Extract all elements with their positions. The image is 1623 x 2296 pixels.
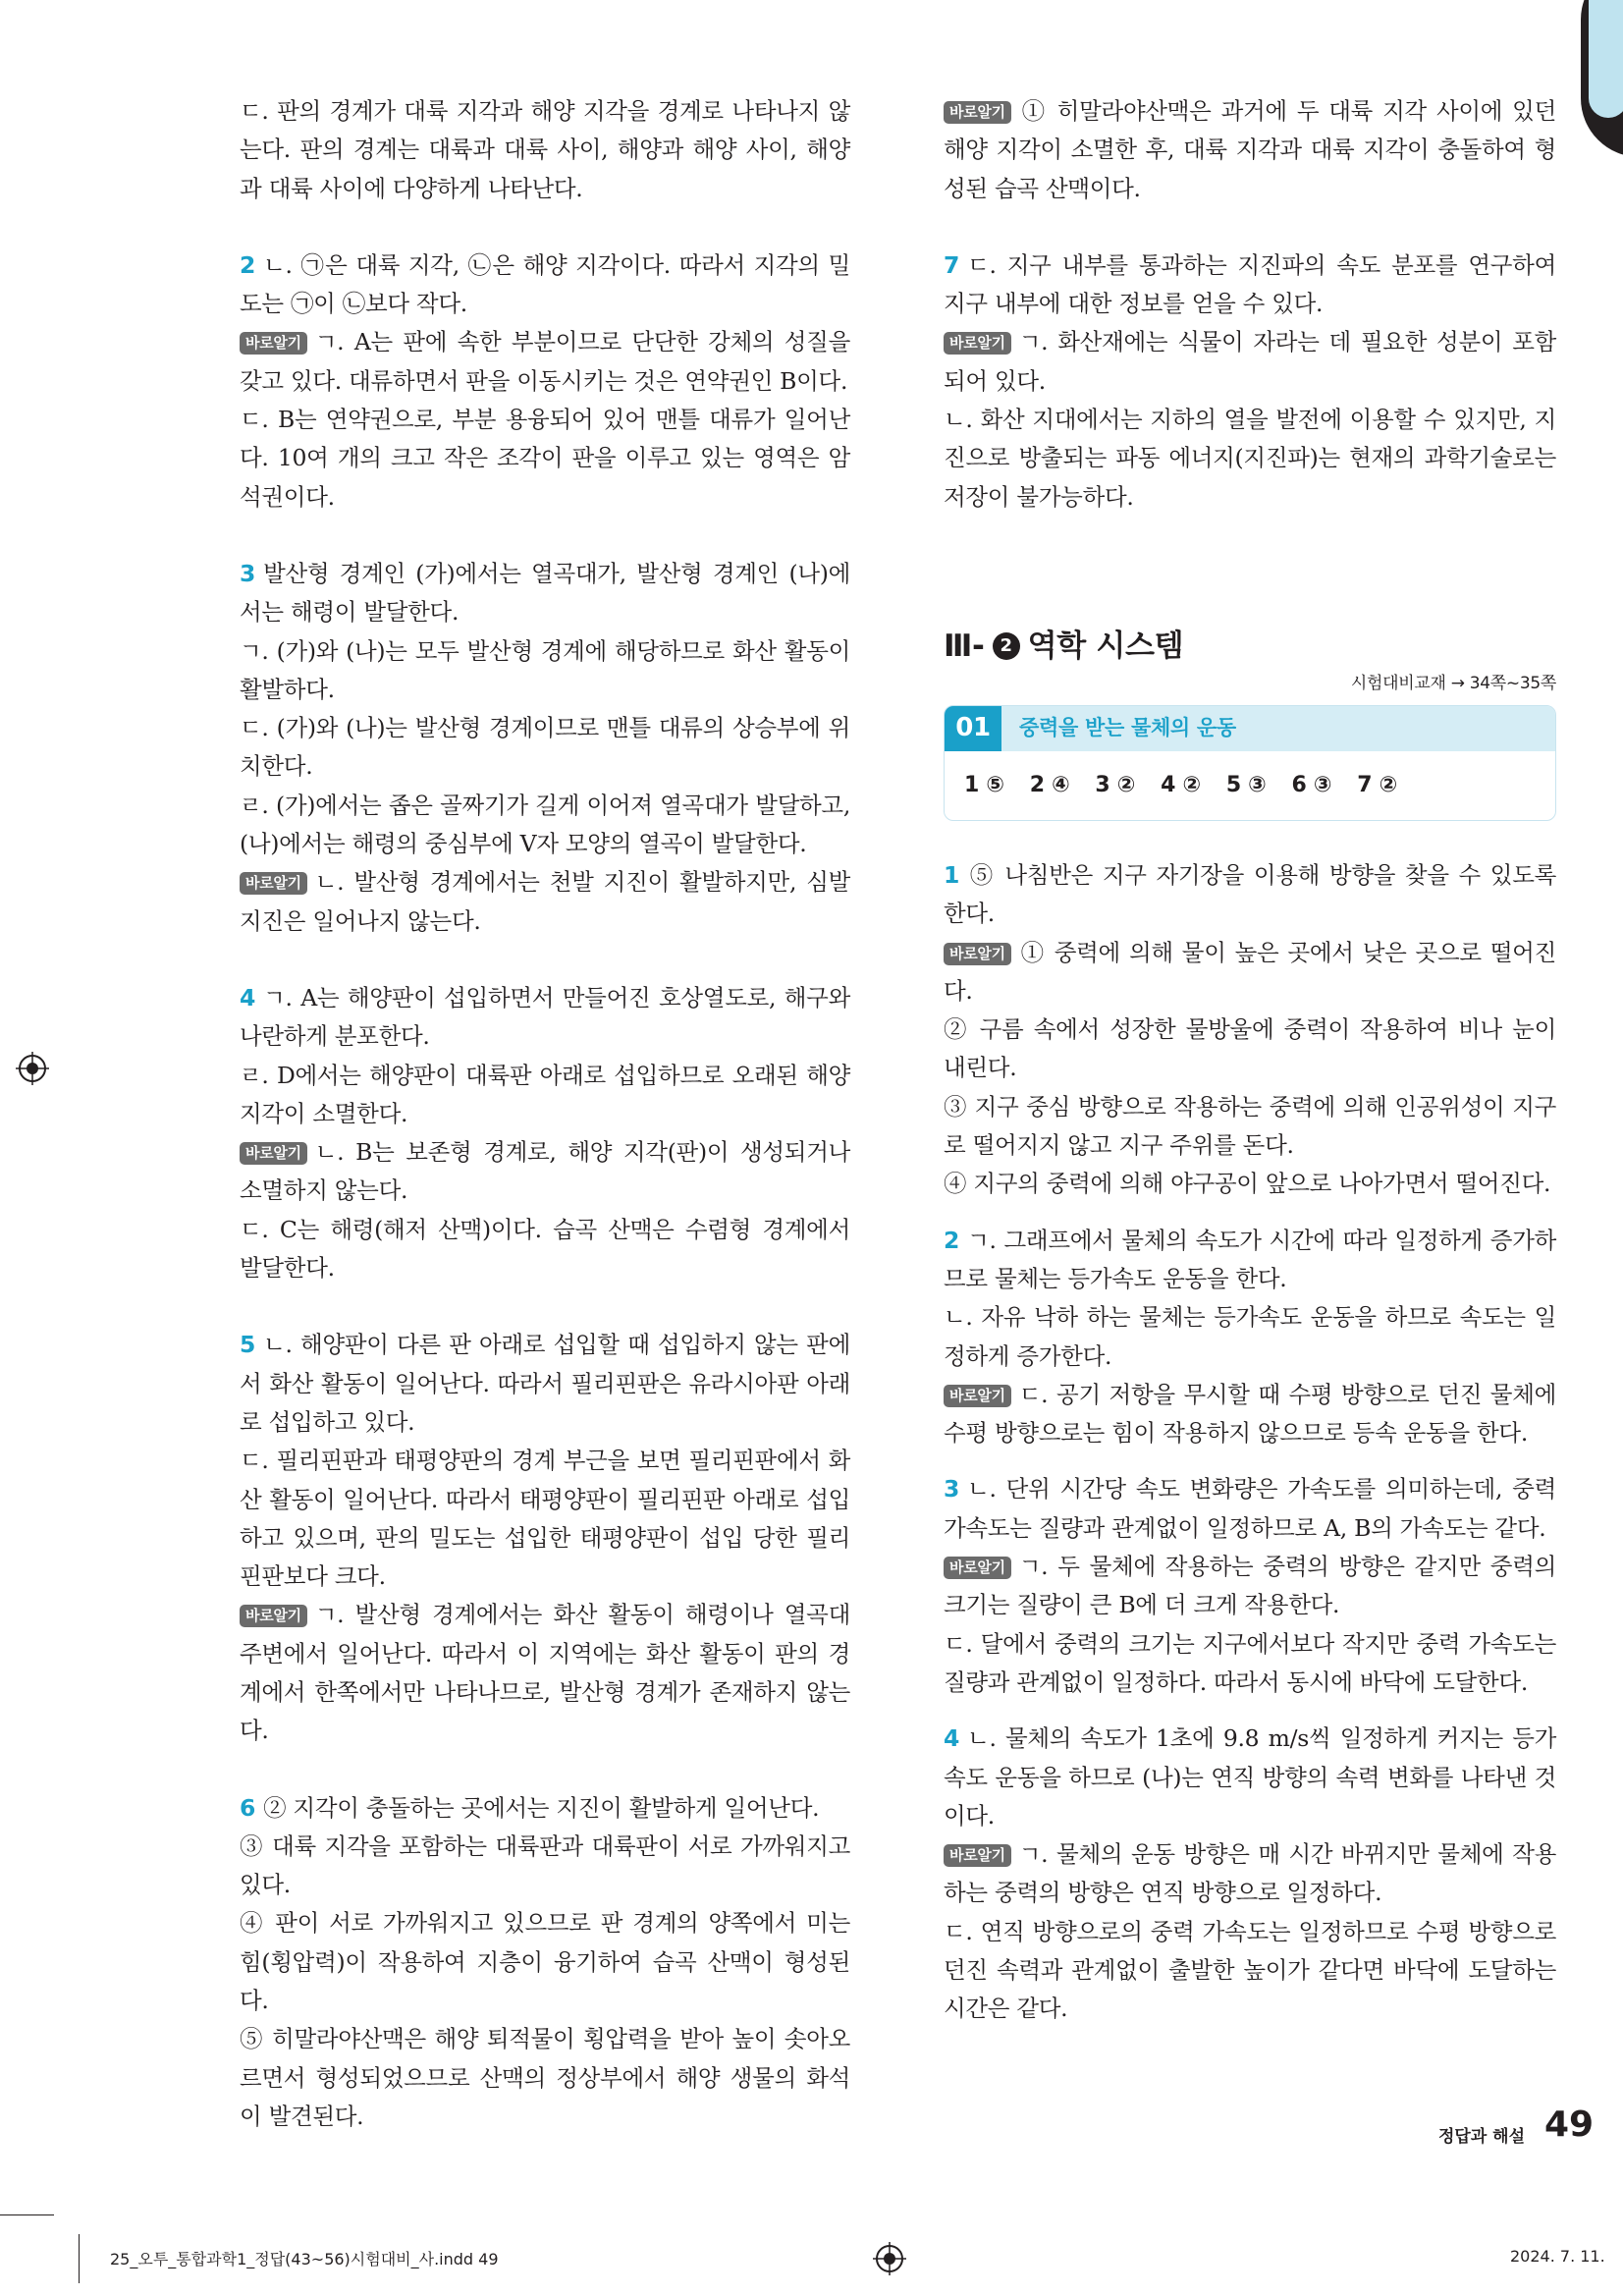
paragraph-text: ㄷ. B는 연약권으로, 부분 용융되어 있어 맨틀 대류가 일어난다. 10여 개의 크고 작은 조각이 판을 이루고 있는 영역은 암석권이다. xyxy=(240,406,850,511)
barokalgi-tag: 바로알기 xyxy=(944,1557,1011,1579)
explanation-paragraph xyxy=(240,1057,850,1134)
question-number: 2 xyxy=(240,250,256,279)
paragraph-text: ② 구름 속에서 성장한 물방울에 중력이 작용하여 비나 눈이 내린다. xyxy=(944,1015,1556,1082)
question-number: 3 xyxy=(240,559,256,587)
explanation-paragraph xyxy=(944,401,1556,517)
section-circle-number: 2 xyxy=(993,632,1020,660)
paragraph-text: ㄴ. 자유 낙하 하는 물체는 등가속도 운동을 하므로 속도는 일정하게 증가한다. xyxy=(944,1303,1556,1370)
correction-note xyxy=(944,1376,1556,1453)
paragraph-text: ㄷ. (가)와 (나)는 발산형 경계이므로 맨틀 대류의 상승부에 위치한다. xyxy=(240,714,850,781)
explanation-paragraph xyxy=(944,1913,1556,2029)
section-header xyxy=(944,625,1556,821)
paragraph-text: ㄴ. 단위 시간당 속도 변화량은 가속도를 의미하는데, 중력 가속도는 질량과 관계없이 일정하므로 A, B의 가속도는 같다. xyxy=(944,1475,1556,1542)
answer-list xyxy=(945,751,1555,820)
question-explanation xyxy=(944,1470,1556,1548)
paragraph-gap xyxy=(240,941,850,979)
correction-note xyxy=(240,863,850,941)
paragraph-gap xyxy=(944,208,1556,246)
paragraph-text: ㄷ. 연직 방향으로의 중력 가속도는 일정하므로 수평 방향으로 던진 속력과 관계없이 출발한 높이가 같다면 바닥에 도달하는 시간은 같다. xyxy=(944,1917,1556,2023)
correction-note xyxy=(240,1133,850,1211)
explanation-paragraph xyxy=(944,1011,1556,1088)
barokalgi-tag: 바로알기 xyxy=(944,1385,1011,1407)
paragraph-text: ㄴ. 해양판이 다른 판 아래로 섭입할 때 섭입하지 않는 판에서 화산 활동이 일어난다. 따라서 필리핀판은 유라시아판 아래로 섭입하고 있다. xyxy=(240,1331,850,1436)
barokalgi-tag: 바로알기 xyxy=(944,332,1011,355)
corner-chapter-tab xyxy=(1581,0,1623,157)
explanation-paragraph xyxy=(240,92,850,208)
explanation-paragraph xyxy=(240,1904,850,2020)
workbook-reference: 시험대비교재 → 34쪽~35쪽 xyxy=(1350,673,1556,693)
paragraph-text: ㄱ. 그래프에서 물체의 속도가 시간에 따라 일정하게 증가하므로 물체는 등가속도 운동을 한다. xyxy=(944,1226,1556,1292)
question-number: 5 xyxy=(240,1331,256,1359)
correction-note xyxy=(240,323,850,401)
answer-item: 3 ② xyxy=(1095,773,1136,798)
section-roman: Ⅲ- xyxy=(944,628,985,664)
explanation-paragraph xyxy=(240,709,850,787)
paragraph-text: ④ 판이 서로 가까워지고 있으므로 판 경계의 양쪽에서 미는 힘(횡압력)이 작용하여 지층이 융기하여 습곡 산맥이 형성된다. xyxy=(240,1909,850,2015)
paragraph-text: ① 중력에 의해 물이 높은 곳에서 낮은 곳으로 떨어진다. xyxy=(944,938,1556,1005)
explanation-paragraph xyxy=(240,401,850,517)
page-number: 49 xyxy=(1544,2105,1595,2145)
barokalgi-tag: 바로알기 xyxy=(944,943,1011,965)
paragraph-text: ㄱ. 발산형 경계에서는 화산 활동이 해령이나 열곡대 주변에서 일어난다. 따라서 이 지역에는 화산 활동이 판의 경계에서 한쪽에서만 나타나므로, 발산형 경계가 존재하지 않는다. xyxy=(240,1601,850,1745)
correction-note xyxy=(944,1835,1556,1913)
section-title-text: 역학 시스템 xyxy=(1027,628,1184,664)
paragraph-gap xyxy=(240,1751,850,1789)
answer-box-title: 중력을 받는 물체의 운동 xyxy=(1019,716,1236,740)
barokalgi-tag: 바로알기 xyxy=(944,101,1011,124)
right-column-top xyxy=(944,92,1556,517)
barokalgi-tag: 바로알기 xyxy=(240,1605,307,1627)
paragraph-text: ⑤ 나침반은 지구 자기장을 이용해 방향을 찾을 수 있도록 한다. xyxy=(944,860,1556,928)
barokalgi-tag: 바로알기 xyxy=(240,1142,307,1165)
paragraph-text: ㄴ. 물체의 속도가 1초에 9.8 m/s씩 일정하게 커지는 등가속도 운동을 하므로 (나)는 연직 방향의 속력 변화를 나타낸 것이다. xyxy=(944,1724,1556,1830)
paragraph-text: ③ 대륙 지각을 포함하는 대륙판과 대륙판이 서로 가까워지고 있다. xyxy=(240,1831,850,1899)
paragraph-text: ② 지각이 충돌하는 곳에서는 지진이 활발하게 일어난다. xyxy=(263,1793,820,1822)
question-number: 1 xyxy=(944,860,960,889)
answer-item: 7 ② xyxy=(1357,773,1397,798)
registration-mark-icon xyxy=(873,2242,906,2275)
barokalgi-tag: 바로알기 xyxy=(240,872,307,895)
paragraph-text: ㄷ. 판의 경계가 대륙 지각과 해양 지각을 경계로 나타나지 않는다. 판의 경계는 대륙과 대륙 사이, 해양과 해양 사이, 해양과 대륙 사이에 다양하게 나타난다. xyxy=(240,97,850,202)
barokalgi-tag: 바로알기 xyxy=(240,332,307,355)
correction-note xyxy=(944,323,1556,401)
question-number: 2 xyxy=(944,1226,960,1254)
explanation-paragraph xyxy=(944,1165,1556,1203)
paragraph-text: ④ 지구의 중력에 의해 야구공이 앞으로 나아가면서 떨어진다. xyxy=(944,1170,1551,1198)
paragraph-text: ㄱ. A는 해양판이 섭입하면서 만들어진 호상열도로, 해구와 나란하게 분포한다. xyxy=(240,983,850,1051)
question-explanation xyxy=(944,1720,1556,1835)
explanation-paragraph xyxy=(240,787,850,864)
right-column xyxy=(944,92,1556,2029)
registration-mark-icon xyxy=(16,1052,49,1085)
question-explanation xyxy=(944,856,1556,934)
question-number: 4 xyxy=(240,983,256,1011)
paragraph-text: ③ 지구 중심 방향으로 작용하는 중력에 의해 인공위성이 지구로 떨어지지 않고 지구 주위를 돈다. xyxy=(944,1092,1556,1160)
paragraph-text: 발산형 경계인 (가)에서는 열곡대가, 발산형 경계인 (나)에서는 해령이 발달한다. xyxy=(240,559,850,627)
paragraph-text: ⑤ 히말라야산맥은 해양 퇴적물이 횡압력을 받아 높이 솟아오르면서 형성되었으므로 산맥의 정상부에서 해양 생물의 화석이 발견된다. xyxy=(240,2025,850,2130)
question-explanation xyxy=(240,1326,850,1442)
paragraph-text: ㄱ. (가)와 (나)는 모두 발산형 경계에 해당하므로 화산 활동이 활발하다. xyxy=(240,636,850,703)
correction-note xyxy=(944,1548,1556,1625)
explanation-paragraph xyxy=(240,1442,850,1596)
question-explanation xyxy=(944,246,1556,324)
answer-item: 1 ⑤ xyxy=(964,773,1004,798)
left-column xyxy=(240,92,850,2136)
paragraph-text: ㄱ. 화산재에는 식물이 자라는 데 필요한 성분이 포함되어 있다. xyxy=(944,328,1556,395)
paragraph-gap xyxy=(240,517,850,555)
paragraph-text: ㄹ. (가)에서는 좁은 골짜기가 길게 이어져 열곡대가 발달하고, (나)에서는 해령의 중심부에 V자 모양의 열곡이 발달한다. xyxy=(240,791,850,858)
question-explanation xyxy=(944,1222,1556,1299)
answer-item: 2 ④ xyxy=(1029,773,1070,798)
footer-label: 정답과 해설 xyxy=(1437,2127,1525,2147)
paragraph-text: ㄹ. D에서는 해양판이 대륙판 아래로 섭입하므로 오래된 해양 지각이 소멸한다. xyxy=(240,1061,850,1127)
answer-item: 6 ③ xyxy=(1291,773,1332,798)
paragraph-gap xyxy=(944,1702,1556,1720)
answer-box xyxy=(944,705,1556,821)
question-explanation xyxy=(240,246,850,324)
paragraph-text: ㄷ. 필리핀판과 태평양판의 경계 부근을 보면 필리핀판에서 화산 활동이 일어난다. 따라서 태평양판이 필리핀판 아래로 섭입하고 있으며, 판의 밀도는 섭입한 태평양판이 섭입 당한 필리핀판보다 크다. xyxy=(240,1447,850,1591)
paragraph-gap xyxy=(944,1204,1556,1222)
paragraph-text: ㄱ. 두 물체에 작용하는 중력의 방향은 같지만 중력의 크기는 질량이 큰 B에 더 크게 작용한다. xyxy=(944,1553,1556,1619)
right-column-bottom xyxy=(944,856,1556,2029)
question-explanation xyxy=(240,555,850,632)
correction-note xyxy=(240,1596,850,1750)
crop-mark-vertical xyxy=(79,2234,80,2283)
paragraph-text: ㄷ. 지구 내부를 통과하는 지진파의 속도 분포를 연구하여 지구 내부에 대한 정보를 얻을 수 있다. xyxy=(944,250,1556,318)
answer-item: 5 ③ xyxy=(1225,773,1267,798)
explanation-paragraph xyxy=(944,1088,1556,1166)
paragraph-gap xyxy=(240,1287,850,1326)
crop-mark-horizontal xyxy=(0,2214,54,2215)
question-number: 6 xyxy=(240,1793,256,1822)
paragraph-text: ㄷ. 공기 저항을 무시할 때 수평 방향으로 던진 물체에 수평 방향으로는 힘이 작용하지 않으므로 등속 운동을 한다. xyxy=(944,1380,1556,1448)
question-explanation xyxy=(240,979,850,1057)
explanation-paragraph xyxy=(944,1298,1556,1376)
paragraph-text: ㄱ. A는 판에 속한 부분이므로 단단한 강체의 성질을 갖고 있다. 대류하면서 판을 이동시키는 것은 연약권인 B이다. xyxy=(240,328,850,395)
question-number: 7 xyxy=(944,250,960,279)
question-explanation xyxy=(240,1789,850,1828)
explanation-paragraph xyxy=(240,632,850,710)
explanation-paragraph xyxy=(240,1211,850,1288)
paragraph-text: ㄷ. C는 해령(해저 산맥)이다. 습곡 산맥은 수렴형 경계에서 발달한다. xyxy=(240,1215,850,1283)
paragraph-text: ㄴ. ㉠은 대륙 지각, ㉡은 해양 지각이다. 따라서 지각의 밀도는 ㉠이 ㉡보다 작다. xyxy=(240,250,850,318)
slug-filename: 25_오투_통합과학1_정답(43~56)시험대비_사.indd 49 xyxy=(110,2250,499,2269)
paragraph-text: ① 히말라야산맥은 과거에 두 대륙 지각 사이에 있던 해양 지각이 소멸한 후, 대륙 지각과 대륙 지각이 충돌하여 형성된 습곡 산맥이다. xyxy=(944,97,1556,202)
explanation-paragraph xyxy=(240,2020,850,2136)
correction-note xyxy=(944,92,1556,208)
slug-date: 2024. 7. 11. xyxy=(1510,2247,1605,2266)
question-number: 4 xyxy=(944,1724,960,1753)
explanation-paragraph xyxy=(944,1625,1556,1703)
paragraph-text: ㄴ. B는 보존형 경계로, 해양 지각(판)이 생성되거나 소멸하지 않는다. xyxy=(240,1138,850,1205)
paragraph-gap xyxy=(240,208,850,246)
answer-item: 4 ② xyxy=(1161,773,1201,798)
answer-box-header xyxy=(945,706,1555,751)
explanation-paragraph xyxy=(240,1828,850,1905)
paragraph-text: ㄴ. 발산형 경계에서는 천발 지진이 활발하지만, 심발 지진은 일어나지 않는다. xyxy=(240,868,850,935)
paragraph-text: ㄴ. 화산 지대에서는 지하의 열을 발전에 이용할 수 있지만, 지진으로 방출되는 파동 에너지(지진파)는 현재의 과학기술로는 저장이 불가능하다. xyxy=(944,406,1556,511)
section-title xyxy=(944,625,1556,668)
paragraph-text: ㄷ. 달에서 중력의 크기는 지구에서보다 작지만 중력 가속도는 질량과 관계없이 일정하다. 따라서 동시에 바닥에 도달한다. xyxy=(944,1629,1556,1696)
answer-box-number: 01 xyxy=(945,706,1001,751)
barokalgi-tag: 바로알기 xyxy=(944,1844,1011,1867)
question-number: 3 xyxy=(944,1475,960,1503)
paragraph-gap xyxy=(944,1452,1556,1470)
correction-note xyxy=(944,934,1556,1011)
paragraph-text: ㄱ. 물체의 운동 방향은 매 시간 바뀌지만 물체에 작용하는 중력의 방향은 연직 방향으로 일정하다. xyxy=(944,1840,1556,1907)
